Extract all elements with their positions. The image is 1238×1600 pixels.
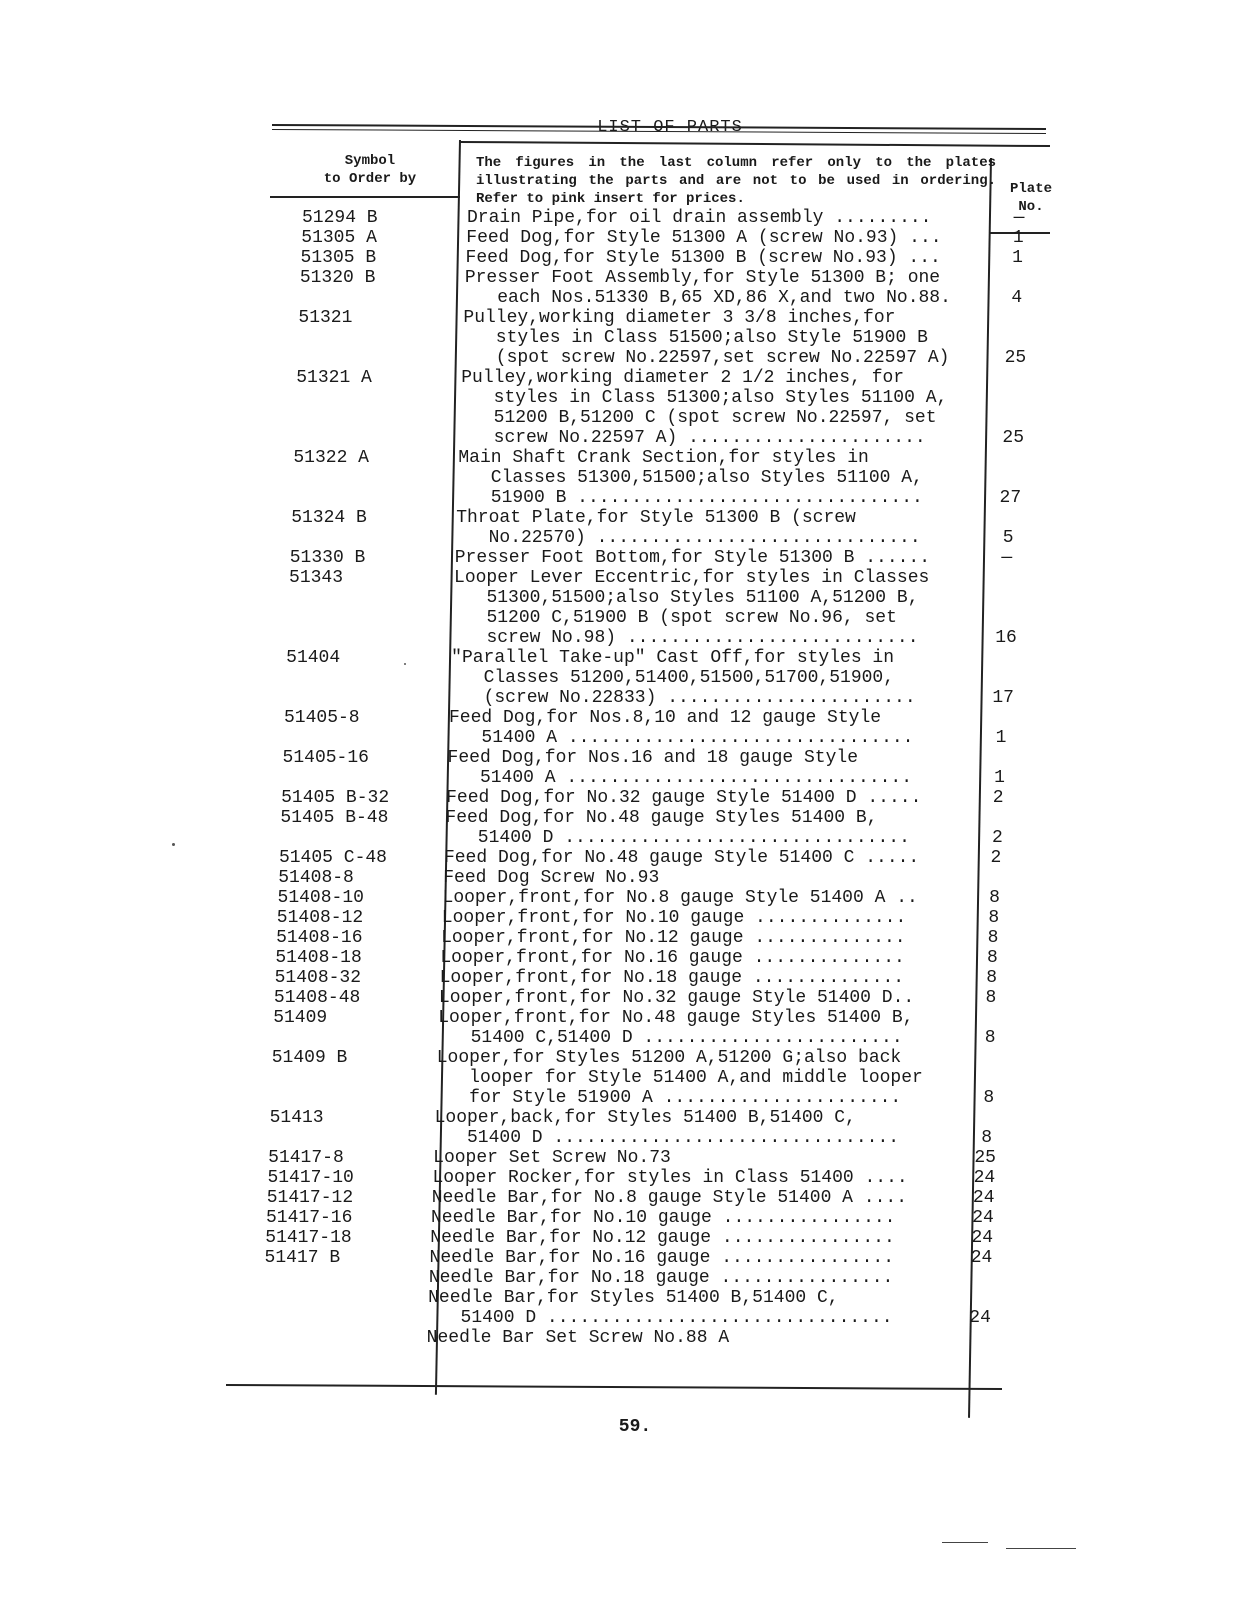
part-description: Looper,front,for No.32 gauge Style 51400 D.. — [438, 988, 915, 1008]
part-description: "Parallel Take-up" Cast Off,for styles in Classes 51200,51400,51500,51700,51900, (screw No.22833) ....................... — [451, 648, 916, 708]
scan-speck — [404, 663, 406, 665]
plate-number: 8 — [981, 1128, 992, 1148]
plate-number: — — [1001, 548, 1013, 568]
plate-number: 1 — [1012, 228, 1024, 248]
plate-number: 5 — [1002, 528, 1014, 548]
part-description: Needle Bar,for No.16 gauge ................ — [429, 1248, 895, 1268]
plate-number: 8 — [989, 888, 1000, 908]
plate-number: 8 — [988, 908, 1000, 928]
header-bottom-rule — [270, 196, 460, 198]
plate-number: 24 — [970, 1248, 993, 1268]
part-symbol: 51321 — [298, 308, 353, 328]
part-description: Feed Dog,for No.48 gauge Style 51400 C ..... — [443, 848, 920, 868]
part-description: Needle Bar,for Styles 51400 B,51400 C, 51400 D ................................ — [428, 1288, 893, 1328]
part-description: Looper,front,for No.18 gauge .............. — [439, 968, 905, 988]
plate-number: 24 — [973, 1168, 996, 1188]
part-symbol: 51405 B-48 — [280, 808, 389, 828]
part-description: Looper,front,for No.10 gauge .............. — [441, 908, 907, 928]
part-symbol: 51408-16 — [276, 928, 363, 948]
plate-number: 8 — [984, 1028, 996, 1048]
part-description: Pulley,working diameter 3 3/8 inches,for styles in Class 51500;also Style 51900 B (spot screw No.22597,set screw No.22597 A) — [463, 308, 950, 368]
part-symbol: 51408-8 — [278, 868, 354, 888]
part-description: Feed Dog Screw No.93 — [443, 868, 660, 888]
plate-number: 8 — [987, 928, 999, 948]
part-symbol: 51343 — [289, 568, 344, 588]
part-description: Needle Bar,for No.12 gauge ................ — [430, 1228, 895, 1248]
part-symbol: 51305 A — [301, 228, 377, 248]
header-top-rule — [460, 141, 1050, 147]
header-symbol: Symbol to Order by — [323, 153, 417, 187]
part-symbol: 51417-10 — [267, 1168, 354, 1188]
part-description: Feed Dog,for Style 51300 A (screw No.93) ... — [466, 228, 942, 248]
part-description: Feed Dog,for Nos.16 and 18 gauge Style 51400 A ................................ — [447, 748, 913, 788]
part-description: Main Shaft Crank Section,for styles in Classes 51300,51500;also Styles 51100 A, 51900 B ................................ — [458, 448, 923, 508]
plate-number: 8 — [986, 948, 998, 968]
part-symbol: 51320 B — [299, 268, 376, 288]
part-symbol: 51408-18 — [275, 948, 362, 968]
part-symbol: 51409 — [273, 1008, 328, 1028]
plate-number: 24 — [971, 1228, 994, 1248]
part-symbol: 51322 A — [293, 448, 369, 468]
part-description: Looper,front,for No.48 gauge Styles 51400 B, 51400 C,51400 D ........................ — [438, 1008, 914, 1048]
part-symbol: 51408-48 — [273, 988, 361, 1008]
plate-number: 1 — [994, 768, 1005, 788]
part-symbol: 51413 — [269, 1108, 324, 1128]
part-symbol: 51408-12 — [276, 908, 364, 928]
part-symbol: 51405-8 — [284, 708, 360, 728]
part-description: Needle Bar,for No.18 gauge ................ — [428, 1268, 894, 1288]
plate-number: 16 — [995, 628, 1017, 648]
part-symbol: 51408-32 — [274, 968, 362, 988]
part-description: Feed Dog,for Nos.8,10 and 12 gauge Style 51400 A ................................ — [449, 708, 914, 748]
plate-number: 4 — [1011, 288, 1023, 308]
part-symbol: 51417 B — [264, 1248, 341, 1268]
part-description: Looper,for Styles 51200 A,51200 G;also back looper for Style 51400 A,and middle looper for Style 51900 A ...................... — [436, 1048, 923, 1108]
part-symbol: 51409 B — [271, 1048, 348, 1068]
part-description: Presser Foot Assembly,for Style 51300 B; one each Nos.51330 B,65 XD,86 X,and two No.88. — [464, 268, 951, 308]
part-symbol: 51404 — [286, 648, 341, 668]
part-description: Looper,front,for No.12 gauge .............. — [441, 928, 906, 948]
part-symbol: 51417-16 — [266, 1208, 353, 1228]
part-symbol: 51405 C-48 — [278, 848, 387, 868]
part-description: Looper Rocker,for styles in Class 51400 .... — [432, 1168, 908, 1188]
part-description: Feed Dog,for No.48 gauge Styles 51400 B, 51400 D ................................ — [445, 808, 910, 848]
part-symbol: 51408-10 — [277, 888, 364, 908]
part-symbol: 51294 B — [302, 208, 378, 228]
plate-number: 8 — [985, 988, 997, 1008]
plate-number: 17 — [992, 688, 1014, 708]
plate-number: 24 — [972, 1208, 994, 1228]
part-description: Looper Lever Eccentric,for styles in Classes 51300,51500;also Styles 51100 A,51200 B, 51200 C,51900 B (spot screw No.96, set screw No.98) ........................... — [454, 568, 930, 648]
part-description: Drain Pipe,for oil drain assembly ......... — [467, 208, 932, 228]
part-symbol: 51417-12 — [266, 1188, 354, 1208]
scan-mark — [1006, 1548, 1076, 1549]
plate-number: 2 — [992, 788, 1004, 808]
part-description: Feed Dog,for No.32 gauge Style 51400 D ..... — [446, 788, 922, 808]
part-symbol: 51405 B-32 — [281, 788, 390, 808]
plate-number: 2 — [990, 848, 1002, 868]
plate-number: 24 — [969, 1308, 991, 1328]
part-description: Needle Bar,for No.10 gauge ................ — [431, 1208, 896, 1228]
page-number: 59. — [618, 1417, 652, 1437]
scan-mark — [942, 1542, 988, 1543]
plate-number: 24 — [972, 1188, 995, 1208]
header-description: The figures in the last column refer only to the plates illustrating the parts and are not to be used in ordering. Refer to pink insert for prices. — [476, 155, 996, 207]
part-description: Feed Dog,for Style 51300 B (screw No.93) ... — [465, 248, 941, 268]
plate-number: 1 — [995, 728, 1007, 748]
part-symbol: 51321 A — [296, 368, 372, 388]
part-symbol: 51417-18 — [265, 1228, 352, 1248]
part-symbol: 51330 B — [289, 548, 366, 568]
part-description: Looper,front,for No.8 gauge Style 51400 A .. — [442, 888, 918, 908]
plate-number: 27 — [999, 488, 1022, 508]
part-description: Needle Bar,for No.8 gauge Style 51400 A .... — [431, 1188, 907, 1208]
part-symbol: 51305 B — [300, 248, 377, 268]
plate-number: — — [1013, 208, 1025, 228]
plate-number: 25 — [1002, 428, 1025, 448]
plate-number: 25 — [1004, 348, 1027, 368]
part-symbol: 51405-16 — [282, 748, 369, 768]
plate-number: 2 — [991, 828, 1003, 848]
part-description: Looper,back,for Styles 51400 B,51400 C, 51400 D ................................ — [434, 1108, 900, 1148]
part-description: Needle Bar Set Screw No.88 A — [426, 1328, 730, 1348]
header-plate: Plate No. — [1009, 181, 1052, 215]
part-symbol: 51324 B — [291, 508, 367, 528]
part-description: Presser Foot Bottom,for Style 51300 B ...... — [454, 548, 931, 568]
part-description: Looper,front,for No.16 gauge .............. — [440, 948, 905, 968]
bottom-rule — [226, 1384, 1002, 1390]
plate-number: 1 — [1012, 248, 1023, 268]
plate-number: 8 — [983, 1088, 995, 1108]
plate-number: 8 — [986, 968, 998, 988]
plate-number: 25 — [974, 1148, 996, 1168]
part-description: Looper Set Screw No.73 — [433, 1148, 671, 1168]
part-description: Pulley,working diameter 2 1/2 inches, for styles in Class 51300;also Styles 51100 A, 51200 B,51200 C (spot screw No.22597, set screw No.22597 A) ...................... — [461, 368, 948, 448]
part-description: Throat Plate,for Style 51300 B (screw No.22570) .............................. — [456, 508, 921, 548]
scan-speck — [172, 843, 175, 846]
part-symbol: 51417-8 — [268, 1148, 344, 1168]
